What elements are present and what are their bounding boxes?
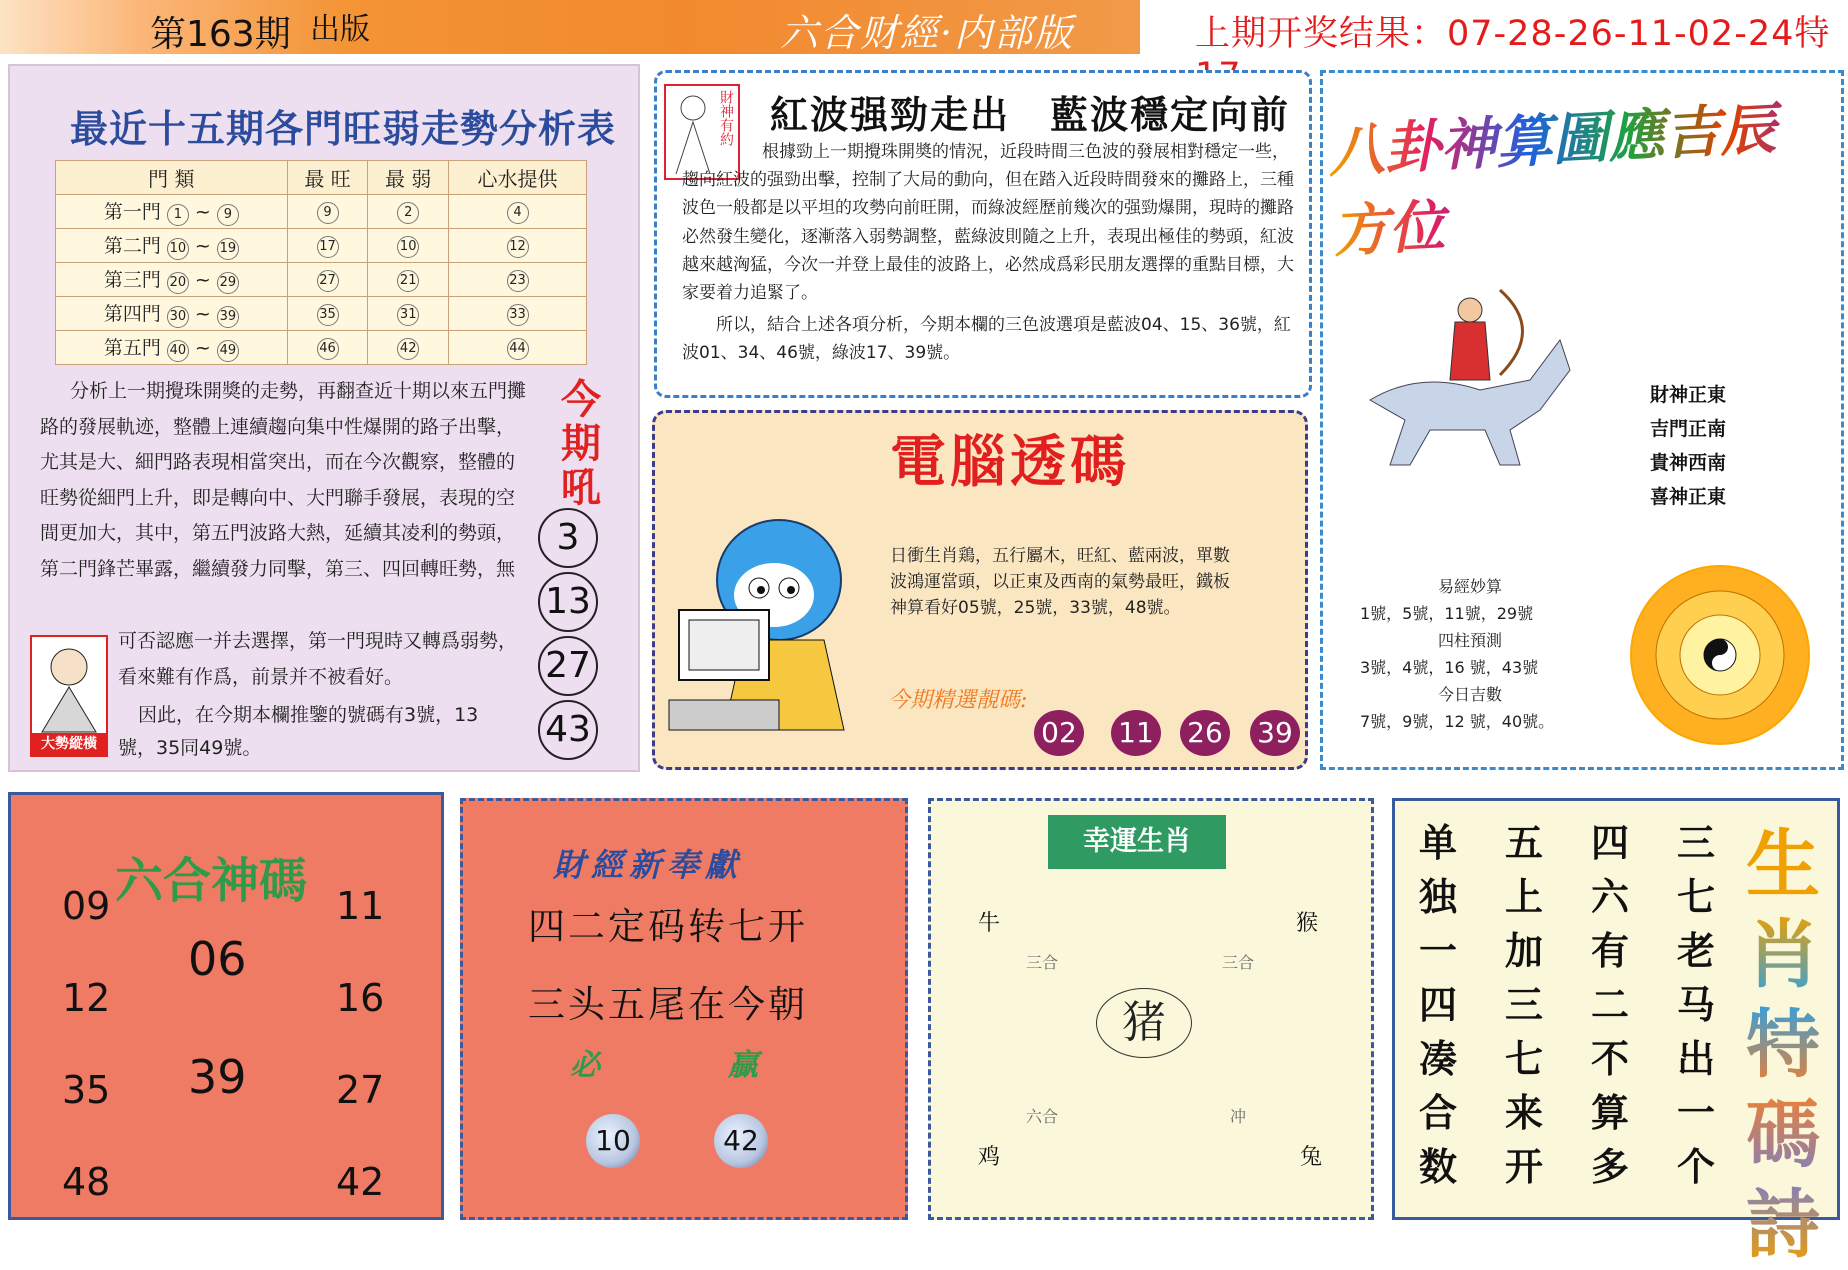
cell-min <box>368 195 449 229</box>
cell-max <box>287 195 368 229</box>
pick-number: 26 <box>1180 710 1230 756</box>
zodiac-ox: 牛 <box>978 911 1001 936</box>
liuhe-right-number: 27 <box>336 1068 385 1112</box>
wave-title: 紅波强勁走出 藍波穩定向前 <box>770 92 1291 137</box>
shout-number: 43 <box>538 700 598 760</box>
max-value: 9 <box>317 202 339 224</box>
shout-label: 今期吼 <box>561 377 601 511</box>
archer-horseman-icon <box>1360 280 1580 470</box>
zodiac-monkey: 猴 <box>1296 911 1319 936</box>
chong-relation: 冲 <box>1230 1107 1247 1126</box>
zodiac-pig: 猪 <box>1096 988 1192 1058</box>
yijing-label: 易經妙算 <box>1438 577 1503 596</box>
sanhe-left: 三合 <box>1026 953 1059 972</box>
row-label: 第四門 30 ~ 39 <box>56 297 288 331</box>
liuhe-left-number: 35 <box>62 1068 111 1112</box>
liuhe-left-number: 09 <box>62 884 111 928</box>
poem-title: 生肖特碼詩 <box>1728 820 1838 1270</box>
col-tip: 心水提供 <box>449 161 587 195</box>
win-char-a: 必 <box>570 1048 600 1083</box>
shout-number: 13 <box>538 572 598 632</box>
cell-min <box>368 229 449 263</box>
range-to: 49 <box>217 340 239 362</box>
sizhu-label: 四柱預測 <box>1438 631 1503 650</box>
mascot-computer-icon <box>664 510 874 740</box>
yijing-numbers: 1號，5號，11號，29號 <box>1360 604 1534 623</box>
range-from: 30 <box>167 306 189 328</box>
liuhe-left-number: 48 <box>62 1160 111 1204</box>
issue-number: 第163期 <box>150 14 291 55</box>
max-value: 35 <box>317 304 339 326</box>
header-title: 六合财經·内部版 <box>780 11 1075 55</box>
publish-label: 出版 <box>310 12 370 47</box>
row-name: 第三門 <box>103 269 161 291</box>
direction-wealth: 財神正東 <box>1650 384 1727 406</box>
table-row <box>56 297 587 331</box>
cell-tip <box>449 331 587 365</box>
col-category: 門 類 <box>56 161 288 195</box>
wave-paragraph-1: 根據勁上一期攪珠開奬的情況，近段時間三色波的發展相對穩定一些，趨向紅波的强勁出擊，控制了大局的動向，但在踏入近段時間發來的攤路上，三種波色一般都是以平坦的攻勢向前旺開，而綠波經歷前幾次的强勁爆開，現時的攤路必然發生變化，逐漸落入弱勢調整，藍綠波則隨之上升，表現出極佳的勢頭，紅波越來越洶猛，今次一并登上最佳的波路上，必然成爲彩民朋友選擇的重點目標，大家要着力追緊了。 <box>682 142 1294 304</box>
computer-title: 電腦透碼 <box>890 429 1130 495</box>
tip-value: 23 <box>507 270 529 292</box>
max-value: 17 <box>317 236 339 258</box>
last-result: 上期开奖结果：07-28-26-11-02-24特 <box>1195 14 1831 54</box>
row-name: 第五門 <box>103 337 161 359</box>
bagua-diagram-icon <box>1630 565 1810 745</box>
trend-analysis-2: 可否認應一并去選擇，第一門現時又轉爲弱勢，看來難有作爲，前景并不被看好。 <box>118 630 518 688</box>
table-row <box>56 229 587 263</box>
win-char-b: 贏 <box>728 1048 758 1083</box>
liuhe-left-number: 12 <box>62 976 111 1020</box>
cell-tip <box>449 263 587 297</box>
cell-max <box>287 331 368 365</box>
direction-noble: 貴神西南 <box>1650 452 1727 474</box>
liuhe-title: 六合神碼 <box>115 853 308 909</box>
liuhe-right-number: 11 <box>336 884 385 928</box>
cell-min <box>368 331 449 365</box>
stamp-text: 財神有約 <box>718 90 734 146</box>
pick-label: 今期精選靚碼: <box>888 688 1028 713</box>
liuhe-right-number: 16 <box>336 976 385 1020</box>
range-to: 39 <box>217 306 239 328</box>
caijing-line-1: 四二定码转七开 <box>528 905 808 948</box>
cell-max <box>287 263 368 297</box>
table-row <box>56 195 587 229</box>
tip-value: 4 <box>507 202 529 224</box>
caijing-line-2: 三头五尾在今朝 <box>528 983 808 1026</box>
row-label: 第二門 10 ~ 19 <box>56 229 288 263</box>
range-from: 20 <box>167 272 189 294</box>
row-label: 第五門 40 ~ 49 <box>56 331 288 365</box>
cell-min <box>368 263 449 297</box>
poem-column-2: 四六有二不算多 <box>1590 820 1629 1189</box>
zodiac-rooster: 鸡 <box>978 1145 1001 1170</box>
row-label: 第一門 1 ~ 9 <box>56 195 288 229</box>
zodiac-rabbit: 兔 <box>1300 1145 1323 1170</box>
col-min: 最 弱 <box>368 161 449 195</box>
wave-paragraph-2: 所以，結合上述各項分析，今期本欄的三色波選項是藍波04、15、36號，紅波01、34、46號，綠波17、39號。 <box>682 315 1291 364</box>
trend-title: 最近十五期各門旺弱走勢分析表 <box>70 106 617 151</box>
min-value: 31 <box>397 304 419 326</box>
sizhu-numbers: 3號，4號，16 號，43號 <box>1360 658 1539 677</box>
wave-text <box>682 138 1302 368</box>
cell-min <box>368 297 449 331</box>
trend-analysis: 分析上一期攪珠開獎的走勢，再翻查近十期以來五門攤路的發展軌迹，整體上連續趨向集中性爆開的路子出擊，尤其是大、細門路表現相當突出，而在今次觀察，整體的旺勢從細門上升，即是轉向中、大門聯手發展，表現的空間更加大，其中，第五門波路大熱，延續其凌利的勢頭，第二門鋒芒畢露，繼續發力同擊，第三、四回轉旺勢，無 <box>40 380 527 580</box>
pick-number: 11 <box>1111 710 1161 756</box>
jishu-label: 今日吉數 <box>1438 685 1503 704</box>
cell-tip <box>449 297 587 331</box>
max-value: 46 <box>317 338 339 360</box>
caijing-ball: 10 <box>586 1114 640 1168</box>
liuhe-center-number: 06 <box>188 932 247 986</box>
poem-column-1: 三七老马出一个 <box>1676 820 1715 1189</box>
row-name: 第二門 <box>103 235 161 257</box>
min-value: 21 <box>397 270 419 292</box>
row-name: 第四門 <box>103 303 161 325</box>
caijing-title: 財經新奉獻 <box>553 846 744 884</box>
trend-analysis-3: 因此，在今期本欄推鑒的號碼有3號，13 <box>138 704 479 726</box>
row-label: 第三門 20 ~ 29 <box>56 263 288 297</box>
max-value: 27 <box>317 270 339 292</box>
min-value: 10 <box>397 236 419 258</box>
caijing-ball: 42 <box>714 1114 768 1168</box>
tip-value: 44 <box>507 338 529 360</box>
computer-text: 日衝生肖鶏，五行屬木，旺紅、藍兩波，單數波鴻運當頭，以正東及西南的氣勢最旺，鐵板神算看好05號，25號，33號，48號。 <box>890 546 1230 618</box>
trend-header-row <box>56 161 587 195</box>
zodiac-title: 幸運生肖 <box>1048 815 1226 869</box>
range-to: 19 <box>217 238 239 260</box>
cell-max <box>287 229 368 263</box>
jishu-numbers: 7號，9號，12 號，40號。 <box>1360 712 1555 731</box>
sanhe-right: 三合 <box>1222 953 1255 972</box>
portrait-label: 大勢縱橫 <box>41 736 97 752</box>
pick-number: 39 <box>1250 710 1300 756</box>
cell-tip <box>449 195 587 229</box>
col-max: 最 旺 <box>287 161 368 195</box>
direction-joy: 喜神正東 <box>1650 486 1727 508</box>
pick-number: 02 <box>1034 710 1084 756</box>
min-value: 2 <box>397 202 419 224</box>
cell-tip <box>449 229 587 263</box>
range-to: 9 <box>217 204 239 226</box>
trend-table <box>55 160 587 365</box>
trend-analysis-4: 號，35同49號。 <box>118 737 262 759</box>
shout-number: 27 <box>538 636 598 696</box>
poem-column-3: 五上加三七来开 <box>1504 820 1543 1189</box>
range-from: 40 <box>167 340 189 362</box>
bagua-title: 八卦神算圖應吉辰方位 <box>1326 82 1834 268</box>
tip-value: 33 <box>507 304 529 326</box>
range-to: 29 <box>217 272 239 294</box>
liuhe-right-number: 42 <box>336 1160 385 1204</box>
portrait-image <box>30 635 108 757</box>
liuhe-relation: 六合 <box>1026 1107 1059 1126</box>
liuhe-center-number: 39 <box>188 1050 247 1104</box>
row-name: 第一門 <box>103 201 161 223</box>
direction-luck: 吉門正南 <box>1650 418 1727 440</box>
range-from: 10 <box>167 238 189 260</box>
table-row <box>56 263 587 297</box>
range-from: 1 <box>167 204 189 226</box>
tip-value: 12 <box>507 236 529 258</box>
poem-column-4: 单独一四凑合数 <box>1418 820 1457 1189</box>
table-row <box>56 331 587 365</box>
min-value: 42 <box>397 338 419 360</box>
cell-max <box>287 297 368 331</box>
shout-number: 3 <box>538 508 598 568</box>
